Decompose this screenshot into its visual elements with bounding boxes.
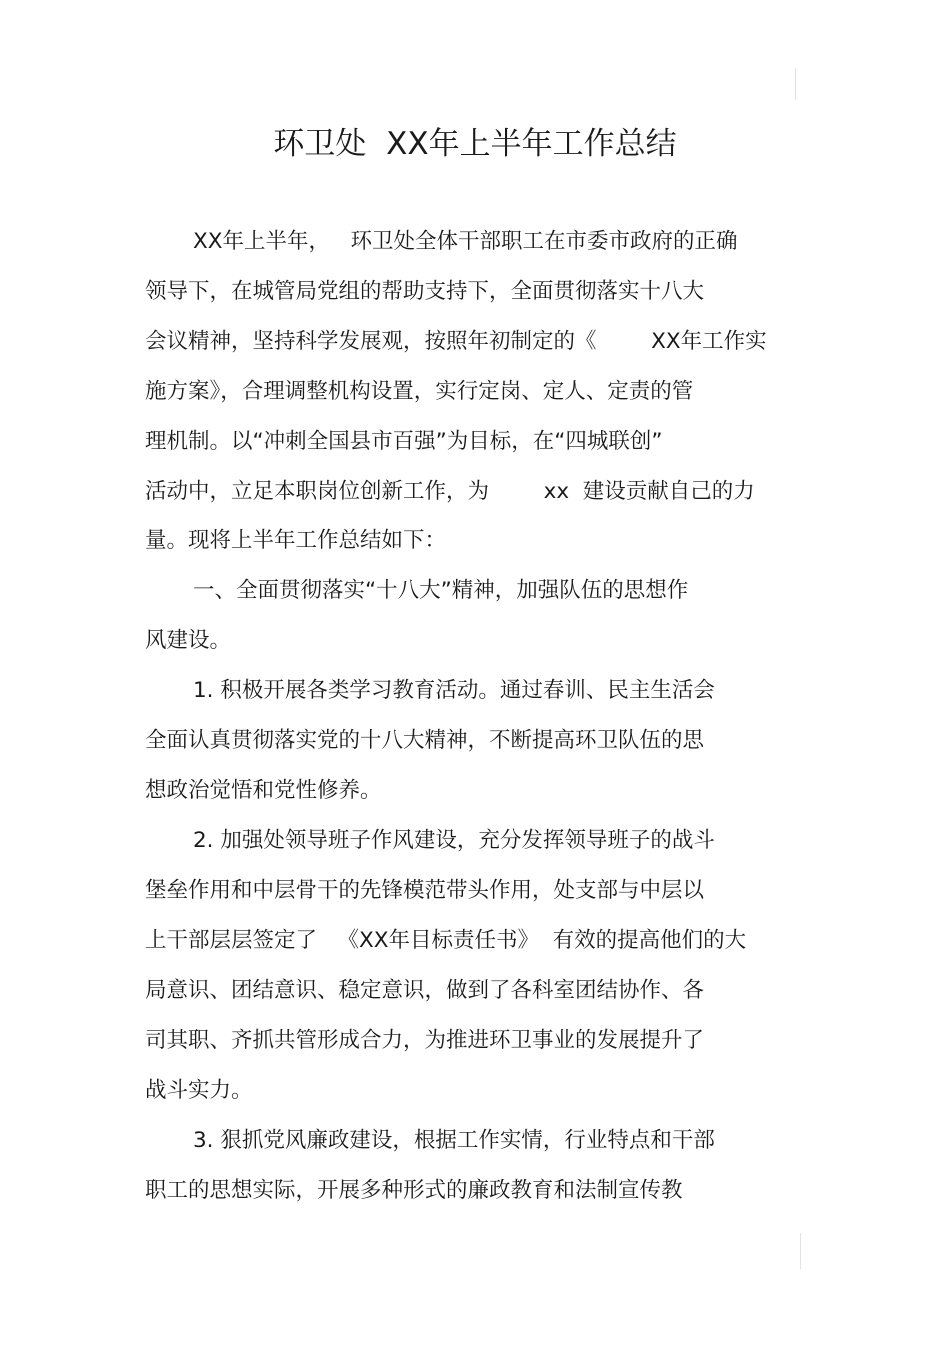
- paragraph-line: 局意识、团结意识、稳定意识，做到了各科室团结协作、各: [145, 978, 705, 1003]
- paragraph-line: XX年上半年， 环卫处全体干部职工在市委市政府的正确: [193, 229, 738, 254]
- section-heading-line: 风建设。: [145, 628, 232, 653]
- paragraph-line: 3. 狠抓党风廉政建设，根据工作实情，行业特点和干部: [193, 1128, 715, 1153]
- paragraph-line: 上干部层层签定了 《XX年目标责任书》 有效的提高他们的大: [145, 928, 747, 953]
- section-heading-line: 一、全面贯彻落实“十八大”精神，加强队伍的思想作: [193, 578, 689, 603]
- paragraph-line: 领导下，在城管局党组的帮助支持下，全面贯彻落实十八大: [145, 279, 705, 304]
- paragraph-line: 堡垒作用和中层骨干的先锋模范带头作用，处支部与中层以: [145, 878, 705, 903]
- paragraph-line: 职工的思想实际，开展多种形式的廉政教育和法制宣传教: [145, 1178, 683, 1203]
- paragraph-line: 会议精神，坚持科学发展观，按照年初制定的《 XX年工作实: [145, 329, 767, 354]
- document-title: 环卫处 XX年上半年工作总结: [273, 126, 677, 162]
- paragraph-line: 想政治觉悟和党性修养。: [145, 778, 382, 803]
- paragraph-line: 理机制。以“冲刺全国县市百强”为目标，在“四城联创”: [145, 429, 663, 454]
- paragraph-line: 1. 积极开展各类学习教育活动。通过春训、民主生活会: [193, 678, 715, 703]
- page-edge-mark-top: [795, 68, 796, 100]
- paragraph-line: 战斗实力。: [145, 1078, 253, 1103]
- page-edge-mark-bottom: [800, 1233, 801, 1269]
- paragraph-line: 全面认真贯彻落实党的十八大精神，不断提高环卫队伍的思: [145, 728, 705, 753]
- paragraph-line: 司其职、齐抓共管形成合力，为推进环卫事业的发展提升了: [145, 1028, 705, 1053]
- paragraph-line: 量。现将上半年工作总结如下：: [145, 528, 447, 553]
- paragraph-line: 施方案》，合理调整机构设置，实行定岗、定人、定责的管: [145, 379, 694, 404]
- paragraph-line: 2. 加强处领导班子作风建设，充分发挥领导班子的战斗: [193, 828, 715, 853]
- paragraph-line: 活动中，立足本职岗位创新工作，为 xx 建设贡献自己的力: [145, 479, 755, 504]
